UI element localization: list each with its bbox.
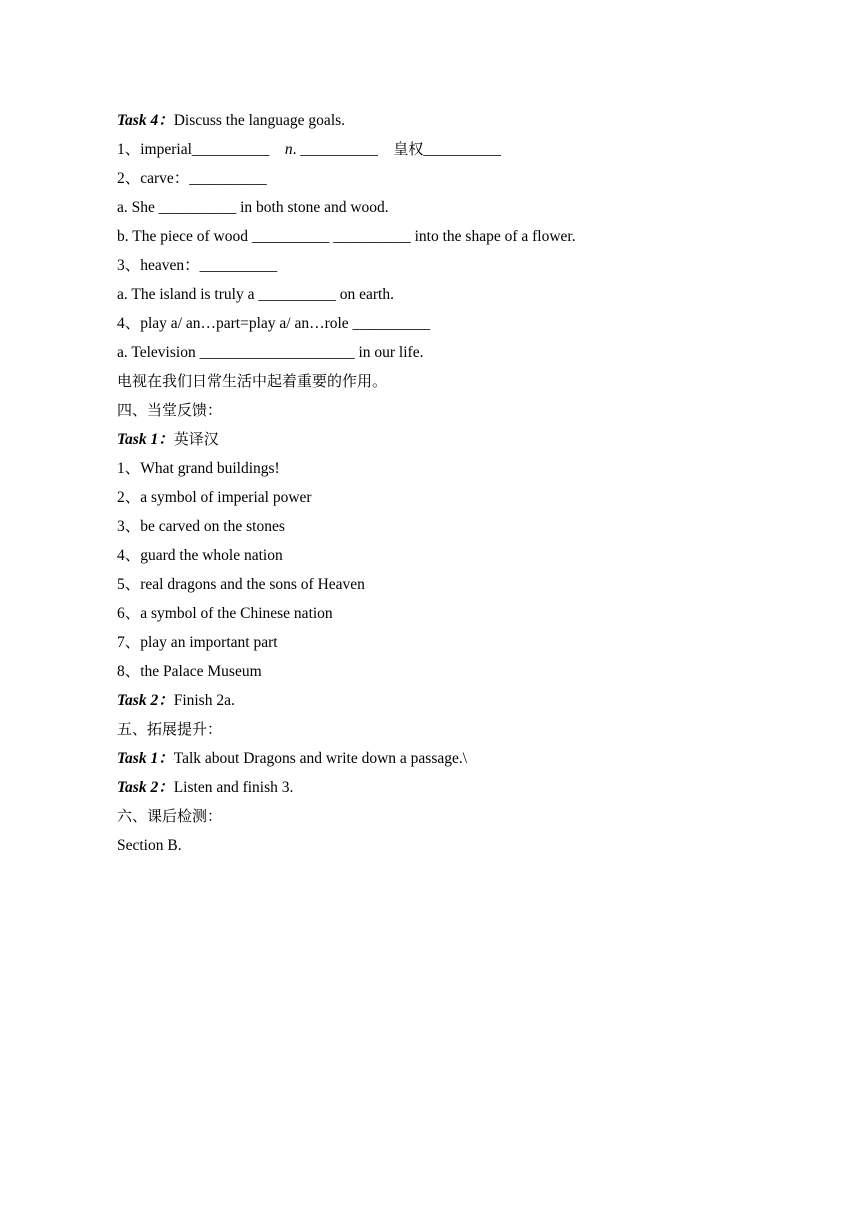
sentence-b-carve: b. The piece of wood __________ __________ into the shape of a flower. <box>117 228 576 245</box>
sentence-a-television: a. Television ____________________ in our life. <box>117 344 424 361</box>
noun-abbrev: n <box>284 141 293 158</box>
task-1-line <box>117 425 757 454</box>
task-text: Listen and finish 3. <box>173 779 294 796</box>
section-heading-extension: 五、拓展提升： <box>117 720 223 738</box>
task-2-extension-line <box>117 773 757 802</box>
section-heading-after-class: 六、课后检测： <box>117 807 223 825</box>
task-label: Task 4： <box>117 112 174 129</box>
item-heaven: 3、heaven：__________ <box>117 257 278 274</box>
item-imperial <box>117 135 757 164</box>
list-item: 6、a symbol of the Chinese nation <box>117 605 333 622</box>
list-item: 5、real dragons and the sons of Heaven <box>117 576 365 593</box>
section-heading-feedback: 四、当堂反馈： <box>117 401 223 419</box>
task-text: Discuss the language goals. <box>173 112 346 129</box>
list-item: 3、be carved on the stones <box>117 518 285 535</box>
list-item: 2、a symbol of imperial power <box>117 489 312 506</box>
list-item: 8、the Palace Museum <box>117 663 262 680</box>
task-2-line <box>117 686 757 715</box>
task-4-line <box>117 106 757 135</box>
task-label: Task 2： <box>117 779 174 796</box>
task-label: Task 1： <box>117 750 174 767</box>
task-label: Task 1： <box>117 431 174 448</box>
chinese-translation: 电视在我们日常生活中起着重要的作用。 <box>117 372 388 390</box>
task-text: 英译汉 <box>173 430 219 448</box>
blank: __________ <box>423 141 501 158</box>
task-label: Task 2： <box>117 692 174 709</box>
task-1-extension-line <box>117 744 757 773</box>
item-text: 1、imperial__________ <box>117 141 285 158</box>
item-play-part: 4、play a/ an…part=play a/ an…role __________ <box>117 315 431 332</box>
section-b-line: Section B. <box>117 837 182 854</box>
item-text: . __________ <box>292 141 394 158</box>
chinese-word: 皇权 <box>393 140 424 158</box>
list-item: 7、play an important part <box>117 634 278 651</box>
sentence-a-carve: a. She __________ in both stone and wood. <box>117 199 389 216</box>
list-item: 4、guard the whole nation <box>117 547 283 564</box>
item-carve: 2、carve：__________ <box>117 170 267 187</box>
task-text: Finish 2a. <box>173 692 235 709</box>
worksheet-page <box>117 106 757 860</box>
list-item: 1、What grand buildings! <box>117 460 280 477</box>
sentence-a-heaven: a. The island is truly a __________ on earth. <box>117 286 394 303</box>
task-text: Talk about Dragons and write down a passage.\ <box>173 750 468 767</box>
